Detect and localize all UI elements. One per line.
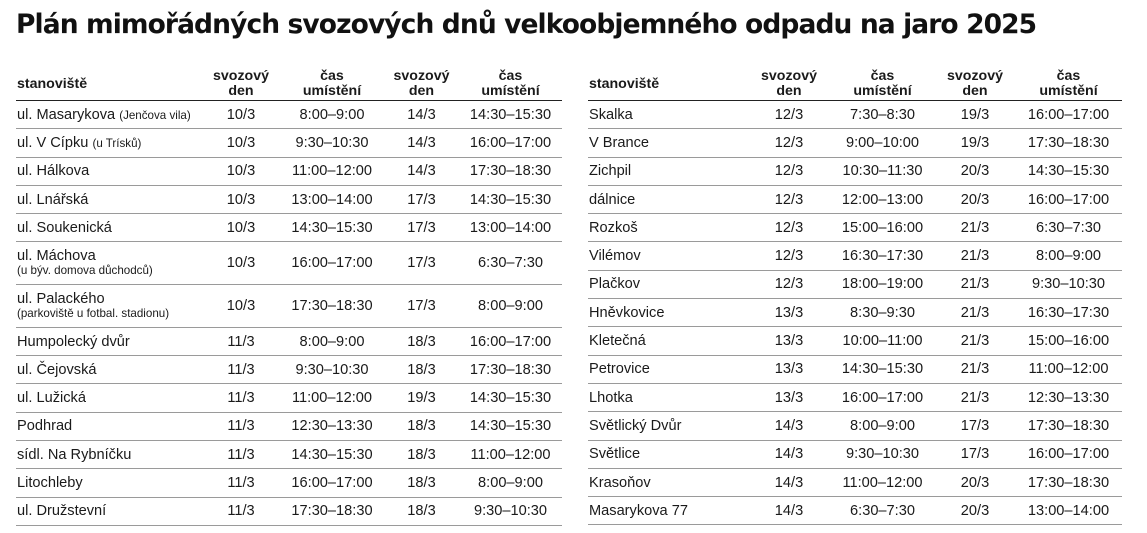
- location-cell: [588, 299, 748, 327]
- placement-time-1-cell: 9:30–10:30: [280, 129, 384, 157]
- placement-time-1-cell: 10:30–11:30: [830, 157, 935, 185]
- placement-time-2-cell: 14:30–15:30: [1015, 157, 1122, 185]
- placement-time-2-cell: 6:30–7:30: [1015, 214, 1122, 242]
- location-name: Světlice: [589, 446, 641, 463]
- collection-day-1-cell: 13/3: [748, 299, 830, 327]
- table-row: [16, 242, 562, 285]
- collection-day-1-cell: 10/3: [202, 129, 280, 157]
- location-name: Podhrad: [17, 418, 73, 435]
- collection-day-2-cell: 19/3: [384, 384, 459, 412]
- collection-day-2-cell: 18/3: [384, 327, 459, 355]
- collection-day-2-cell: 18/3: [384, 356, 459, 384]
- collection-day-2-cell: 18/3: [384, 497, 459, 525]
- location-cell: [588, 355, 748, 383]
- placement-time-1-cell: 8:00–9:00: [280, 327, 384, 355]
- collection-day-1-cell: 11/3: [202, 384, 280, 412]
- header-placement-time-2: čas umístění: [1015, 68, 1122, 101]
- placement-time-1-cell: 18:00–19:00: [830, 270, 935, 298]
- collection-day-2-cell: 17/3: [935, 440, 1015, 468]
- collection-day-1-cell: 11/3: [202, 412, 280, 440]
- table-row: [16, 412, 562, 440]
- location-cell: [588, 157, 748, 185]
- collection-day-2-cell: 14/3: [384, 157, 459, 185]
- table-row: [588, 299, 1122, 327]
- placement-time-1-cell: 16:30–17:30: [830, 242, 935, 270]
- location-cell: [588, 242, 748, 270]
- schedule-table-left: [16, 68, 562, 526]
- collection-day-1-cell: 12/3: [748, 185, 830, 213]
- table-row: [16, 327, 562, 355]
- placement-time-2-cell: 17:30–18:30: [459, 157, 562, 185]
- table-row: [588, 497, 1122, 525]
- placement-time-1-cell: 14:30–15:30: [280, 441, 384, 469]
- table-header: [588, 68, 1122, 101]
- location-cell: [16, 384, 202, 412]
- collection-day-1-cell: 10/3: [202, 214, 280, 242]
- collection-day-1-cell: 12/3: [748, 270, 830, 298]
- placement-time-2-cell: 13:00–14:00: [1015, 497, 1122, 525]
- table-row: [588, 129, 1122, 157]
- placement-time-2-cell: 15:00–16:00: [1015, 327, 1122, 355]
- location-cell: [588, 101, 748, 129]
- placement-time-2-cell: 16:00–17:00: [1015, 185, 1122, 213]
- location-cell: [16, 285, 202, 328]
- placement-time-2-cell: 8:00–9:00: [459, 469, 562, 497]
- location-cell: [16, 356, 202, 384]
- location-name: ul. Masarykova: [17, 106, 116, 123]
- collection-day-2-cell: 21/3: [935, 270, 1015, 298]
- placement-time-2-cell: 17:30–18:30: [459, 356, 562, 384]
- location-name: ul. Družstevní: [17, 503, 107, 520]
- collection-day-1-cell: 10/3: [202, 101, 280, 129]
- collection-day-2-cell: 17/3: [384, 214, 459, 242]
- placement-time-2-cell: 11:00–12:00: [459, 441, 562, 469]
- placement-time-1-cell: 13:00–14:00: [280, 185, 384, 213]
- collection-day-2-cell: 19/3: [935, 129, 1015, 157]
- table-row: [588, 185, 1122, 213]
- location-cell: [16, 497, 202, 525]
- location-cell: [16, 185, 202, 213]
- table-row: [588, 270, 1122, 298]
- placement-time-2-cell: 14:30–15:30: [459, 185, 562, 213]
- location-cell: [588, 468, 748, 496]
- collection-day-2-cell: 17/3: [384, 185, 459, 213]
- location-name: Hněvkovice: [589, 304, 665, 321]
- table-row: [16, 185, 562, 213]
- location-name: Světlický Dvůr: [589, 417, 682, 434]
- location-cell: [16, 214, 202, 242]
- collection-day-1-cell: 14/3: [748, 497, 830, 525]
- location-name: Petrovice: [589, 361, 650, 378]
- placement-time-2-cell: 17:30–18:30: [1015, 129, 1122, 157]
- collection-day-2-cell: 18/3: [384, 412, 459, 440]
- table-row: [588, 101, 1122, 129]
- header-collection-day-1: svozový den: [202, 68, 280, 101]
- placement-time-1-cell: 10:00–11:00: [830, 327, 935, 355]
- placement-time-2-cell: 9:30–10:30: [459, 497, 562, 525]
- placement-time-1-cell: 11:00–12:00: [280, 157, 384, 185]
- collection-day-2-cell: 18/3: [384, 469, 459, 497]
- placement-time-2-cell: 16:00–17:00: [1015, 440, 1122, 468]
- location-cell: [588, 412, 748, 440]
- table-row: [588, 440, 1122, 468]
- placement-time-1-cell: 11:00–12:00: [280, 384, 384, 412]
- location-note: (parkoviště u fotbal. stadionu): [17, 307, 170, 321]
- table-row: [588, 383, 1122, 411]
- table-row: [16, 384, 562, 412]
- collection-day-2-cell: 17/3: [384, 285, 459, 328]
- collection-day-1-cell: 13/3: [748, 355, 830, 383]
- collection-day-1-cell: 14/3: [748, 440, 830, 468]
- collection-day-2-cell: 21/3: [935, 299, 1015, 327]
- table-row: [588, 468, 1122, 496]
- placement-time-1-cell: 7:30–8:30: [830, 101, 935, 129]
- location-name: Skalka: [589, 106, 633, 123]
- location-cell: [588, 185, 748, 213]
- location-cell: [588, 129, 748, 157]
- table-row: [16, 129, 562, 157]
- table-body: [588, 101, 1122, 525]
- collection-day-1-cell: 12/3: [748, 101, 830, 129]
- table-body: [16, 101, 562, 526]
- table-header: [16, 68, 562, 101]
- table-row: [16, 441, 562, 469]
- collection-day-2-cell: 17/3: [384, 242, 459, 285]
- placement-time-1-cell: 17:30–18:30: [280, 497, 384, 525]
- location-name: Litochleby: [17, 474, 83, 491]
- collection-day-1-cell: 10/3: [202, 157, 280, 185]
- schedule-table-right: [588, 68, 1122, 525]
- collection-day-1-cell: 11/3: [202, 441, 280, 469]
- collection-day-2-cell: 20/3: [935, 497, 1015, 525]
- placement-time-1-cell: 9:30–10:30: [830, 440, 935, 468]
- header-placement-time-2: čas umístění: [459, 68, 562, 101]
- placement-time-2-cell: 17:30–18:30: [1015, 412, 1122, 440]
- table-row: [588, 412, 1122, 440]
- location-name: ul. Máchova: [17, 248, 96, 265]
- placement-time-1-cell: 15:00–16:00: [830, 214, 935, 242]
- table-row: [588, 214, 1122, 242]
- collection-day-2-cell: 18/3: [384, 441, 459, 469]
- location-name: Kletečná: [589, 333, 646, 350]
- collection-day-2-cell: 14/3: [384, 129, 459, 157]
- placement-time-2-cell: 9:30–10:30: [1015, 270, 1122, 298]
- table-row: [16, 157, 562, 185]
- location-name: ul. Palackého: [17, 291, 105, 308]
- placement-time-2-cell: 14:30–15:30: [459, 101, 562, 129]
- collection-day-2-cell: 21/3: [935, 355, 1015, 383]
- location-cell: [588, 383, 748, 411]
- collection-day-2-cell: 20/3: [935, 468, 1015, 496]
- table-row: [16, 356, 562, 384]
- location-name: Humpolecký dvůr: [17, 333, 130, 350]
- placement-time-1-cell: 12:00–13:00: [830, 185, 935, 213]
- collection-day-1-cell: 13/3: [748, 327, 830, 355]
- location-name: Krasoňov: [589, 474, 651, 491]
- placement-time-2-cell: 6:30–7:30: [459, 242, 562, 285]
- location-cell: [16, 469, 202, 497]
- location-cell: [16, 327, 202, 355]
- location-cell: [588, 440, 748, 468]
- placement-time-2-cell: 16:00–17:00: [459, 327, 562, 355]
- location-cell: [588, 497, 748, 525]
- location-cell: [16, 412, 202, 440]
- collection-day-1-cell: 12/3: [748, 129, 830, 157]
- collection-day-2-cell: 21/3: [935, 327, 1015, 355]
- placement-time-1-cell: 16:00–17:00: [830, 383, 935, 411]
- header-collection-day-2: svozový den: [384, 68, 459, 101]
- location-note: (u Trísků): [92, 136, 142, 150]
- location-name: ul. Lnářská: [17, 191, 89, 208]
- location-cell: [16, 441, 202, 469]
- collection-day-1-cell: 12/3: [748, 242, 830, 270]
- placement-time-2-cell: 14:30–15:30: [459, 384, 562, 412]
- placement-time-2-cell: 16:00–17:00: [459, 129, 562, 157]
- collection-day-1-cell: 10/3: [202, 242, 280, 285]
- collection-day-1-cell: 10/3: [202, 285, 280, 328]
- placement-time-1-cell: 16:00–17:00: [280, 242, 384, 285]
- collection-day-1-cell: 14/3: [748, 468, 830, 496]
- collection-day-2-cell: 21/3: [935, 383, 1015, 411]
- placement-time-1-cell: 11:00–12:00: [830, 468, 935, 496]
- location-name: dálnice: [589, 191, 636, 208]
- location-name: V Brance: [589, 134, 650, 151]
- collection-day-1-cell: 10/3: [202, 185, 280, 213]
- header-collection-day-1: svozový den: [748, 68, 830, 101]
- collection-day-2-cell: 19/3: [935, 101, 1015, 129]
- collection-day-2-cell: 21/3: [935, 214, 1015, 242]
- collection-day-2-cell: 20/3: [935, 185, 1015, 213]
- collection-day-2-cell: 14/3: [384, 101, 459, 129]
- table-row: [16, 101, 562, 129]
- collection-day-1-cell: 12/3: [748, 157, 830, 185]
- placement-time-1-cell: 16:00–17:00: [280, 469, 384, 497]
- collection-day-1-cell: 11/3: [202, 327, 280, 355]
- collection-day-2-cell: 17/3: [935, 412, 1015, 440]
- header-location: stanoviště: [16, 68, 202, 101]
- location-name: ul. Hálkova: [17, 163, 90, 180]
- table-row: [588, 355, 1122, 383]
- placement-time-1-cell: 8:00–9:00: [280, 101, 384, 129]
- collection-day-1-cell: 14/3: [748, 412, 830, 440]
- header-placement-time-1: čas umístění: [830, 68, 935, 101]
- placement-time-2-cell: 14:30–15:30: [459, 412, 562, 440]
- location-name: Masarykova 77: [589, 502, 688, 519]
- placement-time-1-cell: 17:30–18:30: [280, 285, 384, 328]
- collection-day-2-cell: 20/3: [935, 157, 1015, 185]
- header-location: stanoviště: [588, 68, 748, 101]
- table-row: [16, 214, 562, 242]
- location-name: ul. V Cípku: [17, 134, 89, 151]
- placement-time-2-cell: 12:30–13:30: [1015, 383, 1122, 411]
- placement-time-1-cell: 6:30–7:30: [830, 497, 935, 525]
- placement-time-2-cell: 16:30–17:30: [1015, 299, 1122, 327]
- table-row: [588, 157, 1122, 185]
- table-row: [588, 242, 1122, 270]
- collection-day-1-cell: 11/3: [202, 469, 280, 497]
- location-name: Zichpil: [589, 163, 632, 180]
- location-name: ul. Soukenická: [17, 219, 112, 236]
- placement-time-2-cell: 13:00–14:00: [459, 214, 562, 242]
- location-note: (Jenčova vila): [119, 108, 191, 122]
- table-row: [588, 327, 1122, 355]
- placement-time-1-cell: 9:00–10:00: [830, 129, 935, 157]
- location-name: Vilémov: [589, 248, 641, 265]
- placement-time-1-cell: 8:30–9:30: [830, 299, 935, 327]
- collection-day-1-cell: 11/3: [202, 497, 280, 525]
- location-cell: [588, 327, 748, 355]
- location-name: sídl. Na Rybníčku: [17, 446, 132, 463]
- collection-day-1-cell: 12/3: [748, 214, 830, 242]
- location-cell: [16, 242, 202, 285]
- placement-time-2-cell: 17:30–18:30: [1015, 468, 1122, 496]
- placement-time-2-cell: 8:00–9:00: [459, 285, 562, 328]
- location-name: Rozkoš: [589, 219, 638, 236]
- placement-time-2-cell: 8:00–9:00: [1015, 242, 1122, 270]
- placement-time-1-cell: 12:30–13:30: [280, 412, 384, 440]
- location-name: ul. Lužická: [17, 390, 86, 407]
- placement-time-1-cell: 8:00–9:00: [830, 412, 935, 440]
- placement-time-2-cell: 11:00–12:00: [1015, 355, 1122, 383]
- location-note: (u býv. domova důchodců): [17, 264, 153, 278]
- location-cell: [16, 157, 202, 185]
- collection-day-2-cell: 21/3: [935, 242, 1015, 270]
- placement-time-1-cell: 14:30–15:30: [830, 355, 935, 383]
- table-row: [16, 469, 562, 497]
- table-row: [16, 497, 562, 525]
- location-name: ul. Čejovská: [17, 361, 97, 378]
- location-name: Lhotka: [589, 389, 633, 406]
- header-placement-time-1: čas umístění: [280, 68, 384, 101]
- location-cell: [588, 270, 748, 298]
- location-name: Plačkov: [589, 276, 641, 293]
- location-cell: [16, 101, 202, 129]
- table-row: [16, 285, 562, 328]
- collection-day-1-cell: 11/3: [202, 356, 280, 384]
- location-cell: [16, 129, 202, 157]
- placement-time-1-cell: 14:30–15:30: [280, 214, 384, 242]
- location-cell: [588, 214, 748, 242]
- placement-time-2-cell: 16:00–17:00: [1015, 101, 1122, 129]
- placement-time-1-cell: 9:30–10:30: [280, 356, 384, 384]
- header-collection-day-2: svozový den: [935, 68, 1015, 101]
- collection-day-1-cell: 13/3: [748, 383, 830, 411]
- page-title: Plán mimořádných svozových dnů velkoobjemného odpadu na jaro 2025: [16, 9, 1037, 40]
